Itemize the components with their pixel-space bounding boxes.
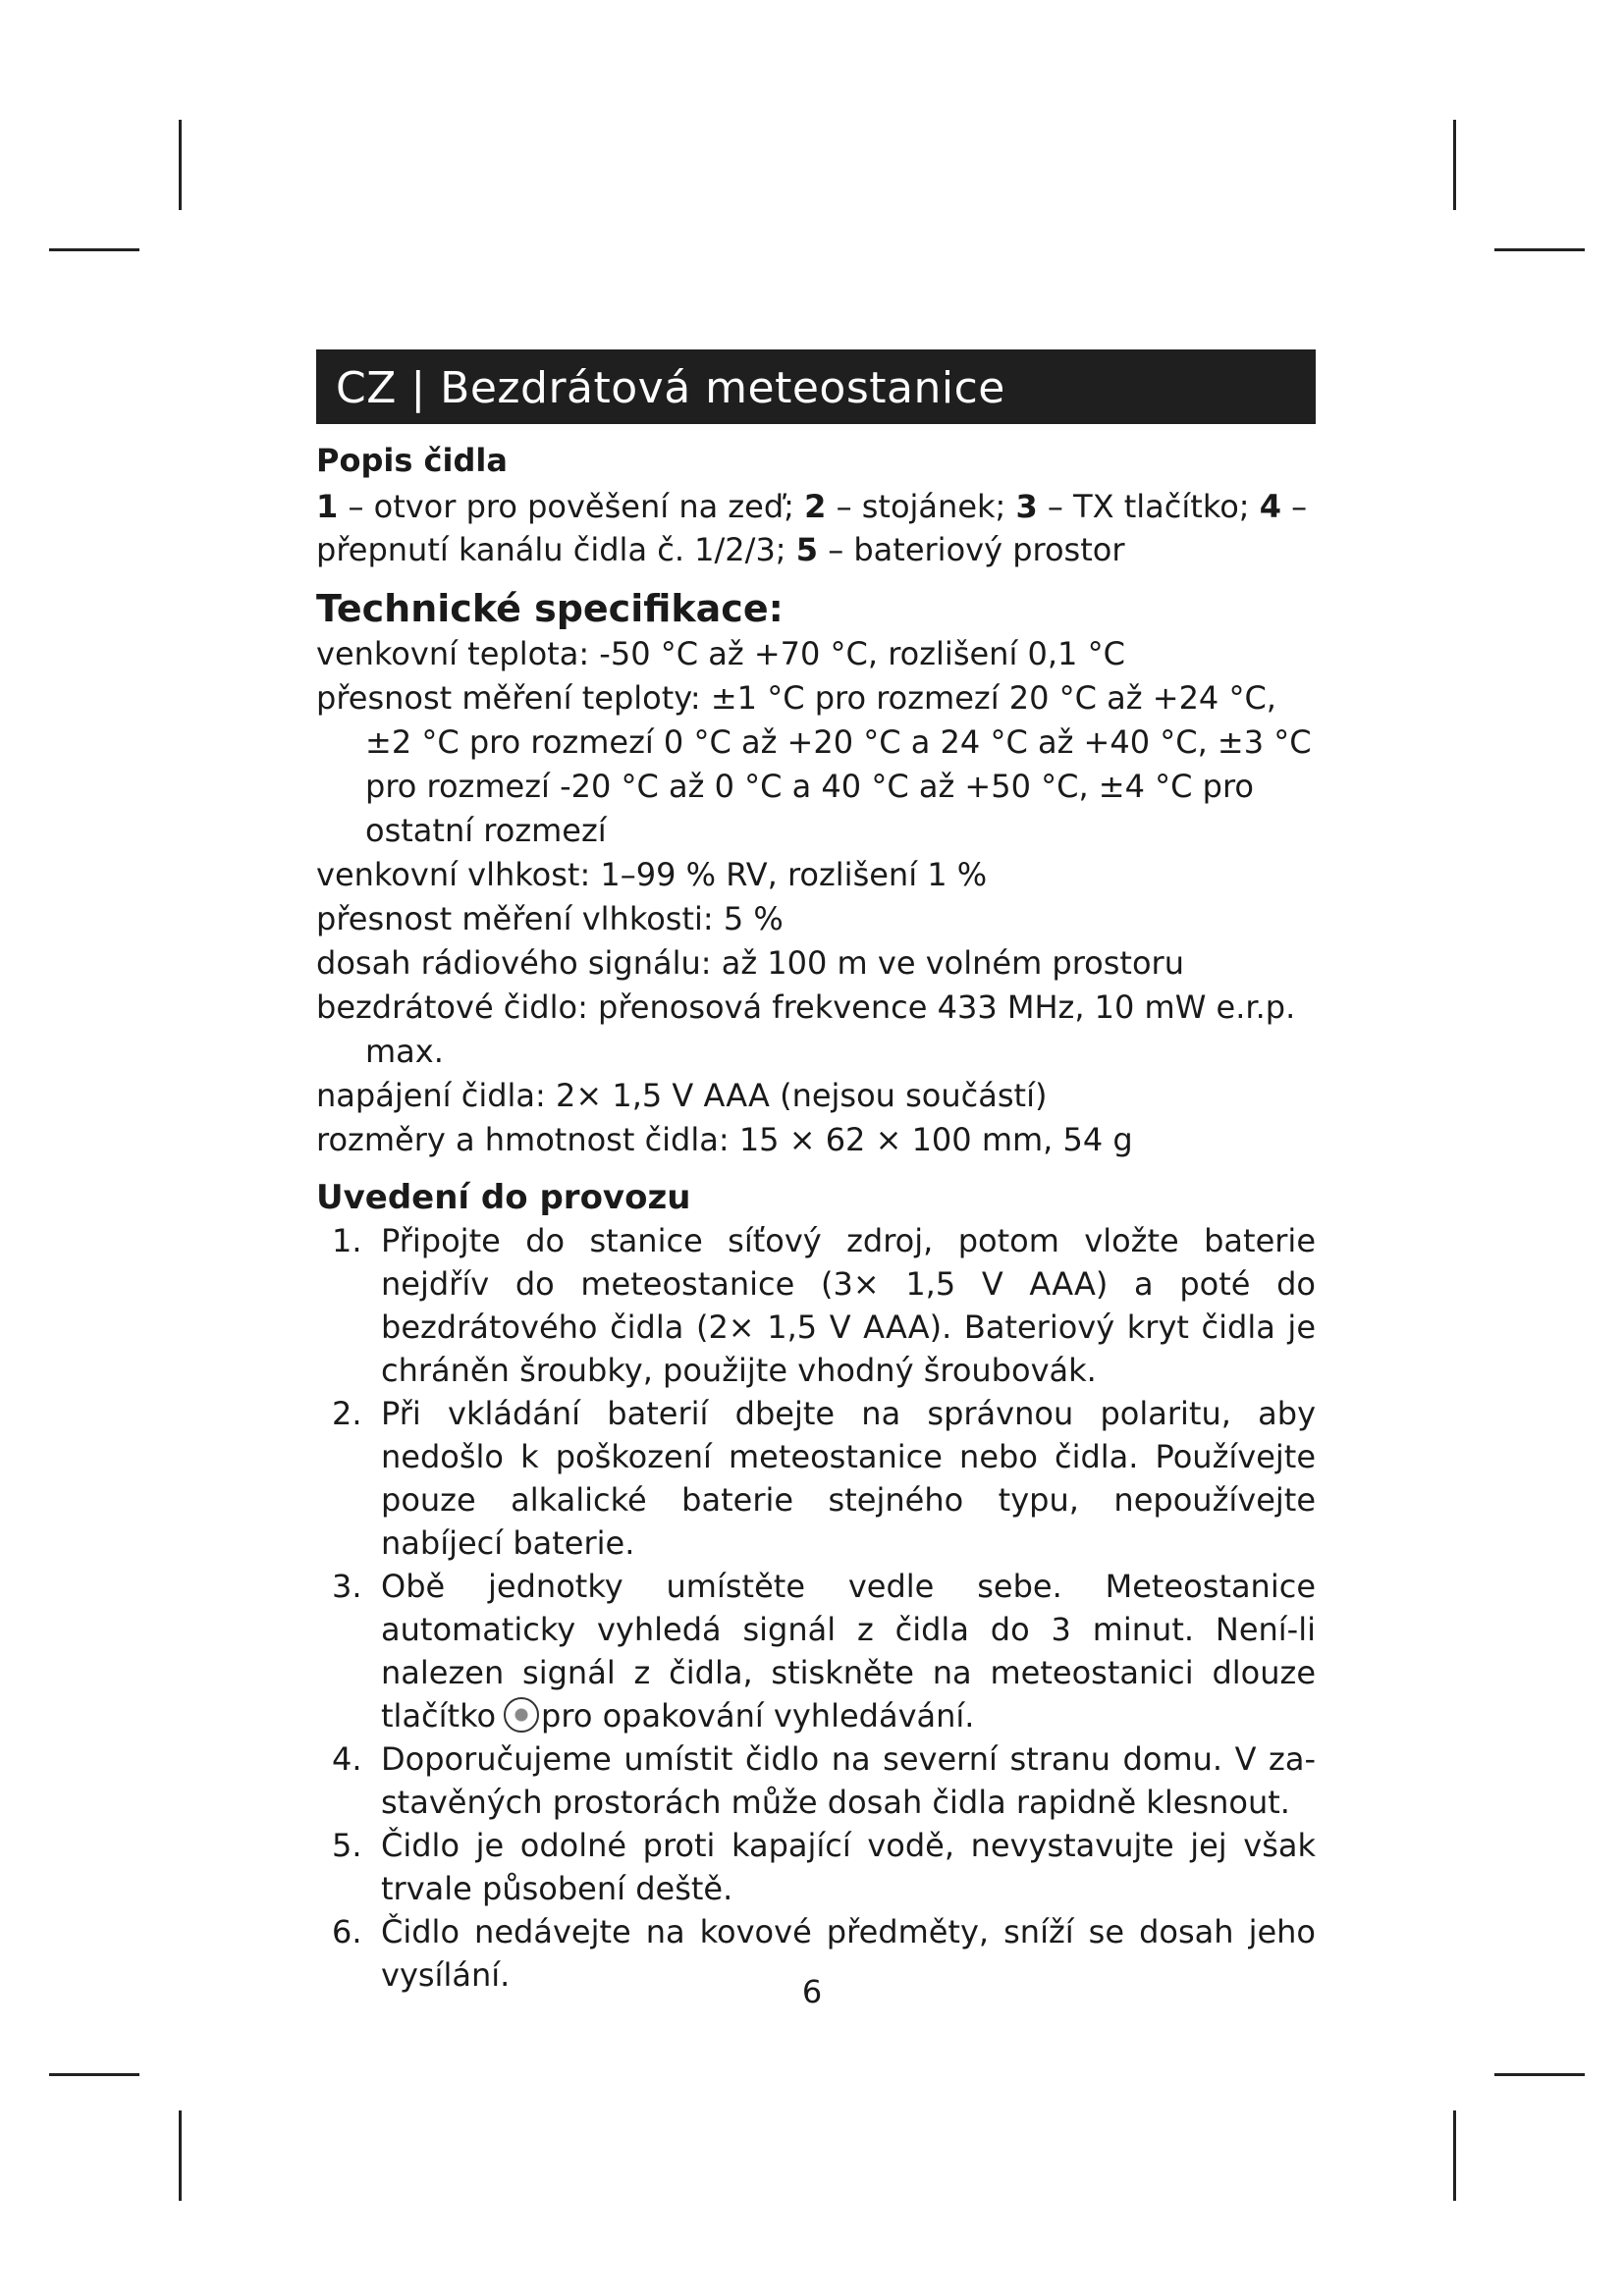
crop-mark-top-right-horizontal	[1494, 248, 1585, 251]
sensor-description-text	[316, 485, 1316, 571]
item-4-number: 4	[1259, 488, 1281, 525]
setup-heading: Uvedení do provozu	[316, 1178, 691, 1217]
spec-line: dosah rádiového signálu: až 100 m ve volném prostoru	[316, 944, 1184, 982]
step-text: Při vkládání baterií dbejte na správnou polaritu, aby nedošlo k poškození meteostanice nebo čidla. Používejte pouze alkalické baterie stejného typu, nepoužívejte nabíjecí baterie.	[381, 1395, 1316, 1562]
item-3-text: – TX tlačítko;	[1037, 488, 1260, 525]
sensor-description-heading: Popis čidla	[316, 442, 508, 479]
item-4-text: – přepnutí kanálu čidla č. 1/2/3;	[316, 488, 1308, 568]
section-title-bar: CZ | Bezdrátová meteostanice	[316, 349, 1316, 424]
search-signal-button-icon	[504, 1697, 539, 1733]
step-number: 4.	[332, 1740, 362, 1778]
step-number: 5.	[332, 1827, 362, 1864]
item-2-text: – stojánek;	[826, 488, 1016, 525]
setup-step	[316, 1737, 1316, 1824]
crop-mark-bottom-left-horizontal	[49, 2073, 139, 2076]
step-text-after-icon: pro opakování vyhledávání.	[541, 1697, 975, 1735]
setup-step	[316, 1219, 1316, 1392]
setup-step	[316, 1392, 1316, 1565]
step-text: Čidlo je odolné proti kapající vodě, nevystavujte jej však trvale působení deště.	[381, 1827, 1316, 1907]
spec-line: rozměry a hmotnost čidla: 15 × 62 × 100 mm, 54 g	[316, 1121, 1133, 1158]
crop-mark-top-right-vertical	[1453, 120, 1456, 210]
setup-steps-list	[316, 1219, 1316, 1997]
spec-line: venkovní teplota: -50 °C až +70 °C, rozlišení 0,1 °C	[316, 635, 1125, 672]
setup-step	[316, 1565, 1316, 1737]
page-number: 6	[801, 1973, 823, 2010]
technical-specs-heading: Technické specifikace:	[316, 587, 784, 630]
spec-line: bezdrátové čidlo: přenosová frekvence 433 MHz, 10 mW e.r.p. max.	[316, 988, 1296, 1070]
crop-mark-top-left-horizontal	[49, 248, 139, 251]
item-1-number: 1	[316, 488, 339, 525]
spec-line: přesnost měření vlhkosti: 5 %	[316, 900, 784, 937]
spec-line: přesnost měření teploty: ±1 °C pro rozmezí 20 °C až +24 °C, ±2 °C pro rozmezí 0 °C až +20 °C a 24 °C až +40 °C, ±3 °C pro rozmezí -20 °C až 0 °C a 40 °C až +50 °C, ±4 °C pro ostatní rozmezí	[316, 679, 1312, 849]
document-content	[316, 349, 1316, 1997]
item-2-number: 2	[804, 488, 827, 525]
step-text-before-icon: Obě jednotky umístěte vedle sebe. Meteostanice automaticky vyhledá signál z čidla do 3 minut. Není-li nalezen signál z čidla, stiskněte na meteostanici dlouze tlačítko	[381, 1568, 1316, 1735]
spec-line: napájení čidla: 2× 1,5 V AAA (nejsou součástí)	[316, 1077, 1048, 1114]
technical-specs-list	[316, 632, 1316, 1162]
step-text: Připojte do stanice síťový zdroj, potom vložte baterie nejdřív do meteostanice (3× 1,5 V AAA) a poté do bezdrátového čidla (2× 1,5 V AAA). Bateriový kryt čidla je chráněn šroubky, použijte vhodný šroubovák.	[381, 1222, 1316, 1389]
crop-mark-bottom-right-horizontal	[1494, 2073, 1585, 2076]
spec-line: venkovní vlhkost: 1–99 % RV, rozlišení 1 %	[316, 856, 988, 893]
step-number: 2.	[332, 1395, 362, 1432]
item-5-number: 5	[795, 531, 819, 568]
item-3-number: 3	[1015, 488, 1038, 525]
step-text: Čidlo nedávejte na kovové předměty, sníží se dosah jeho vysílání.	[381, 1913, 1316, 1994]
step-number: 3.	[332, 1568, 362, 1605]
item-5-text: – bateriový prostor	[818, 531, 1125, 568]
item-1-text: – otvor pro pověšení na zeď;	[338, 488, 805, 525]
setup-step	[316, 1824, 1316, 1910]
crop-mark-top-left-vertical	[179, 120, 182, 210]
step-text: Doporučujeme umístit čidlo na severní stranu domu. V zastavěných prostorách může dosah čidla rapidně klesnout.	[381, 1740, 1316, 1821]
crop-mark-bottom-left-vertical	[179, 2110, 182, 2201]
step-number: 1.	[332, 1222, 362, 1259]
step-number: 6.	[332, 1913, 362, 1950]
crop-mark-bottom-right-vertical	[1453, 2110, 1456, 2201]
